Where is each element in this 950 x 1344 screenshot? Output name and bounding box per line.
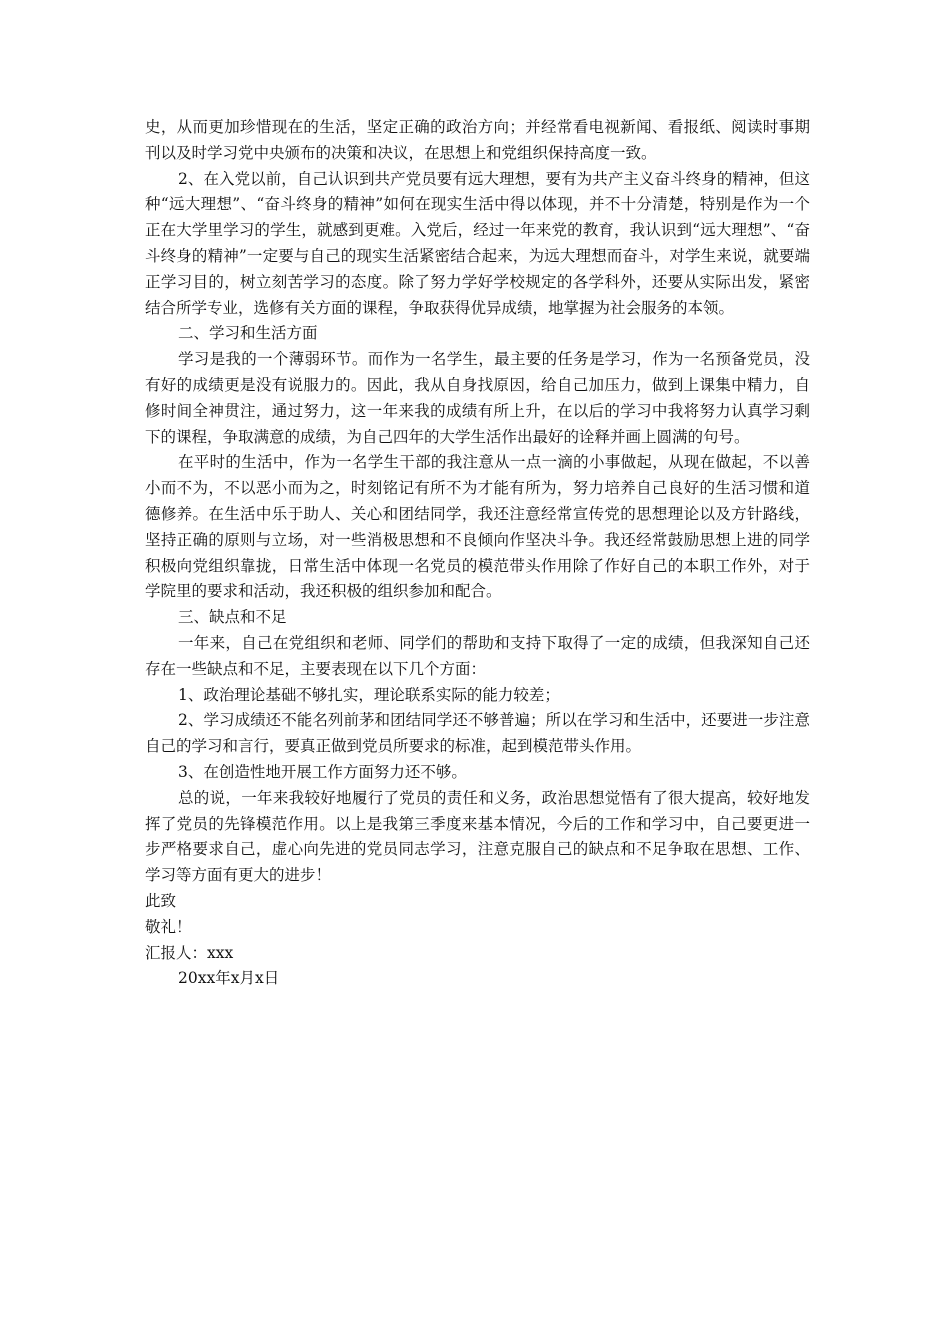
paragraph-shortcomings-intro: 一年来，自己在党组织和老师、同学们的帮助和支持下取得了一定的成绩，但我深知自己还存在一些缺点和不足，主要表现在以下几个方面： xyxy=(145,633,810,678)
paragraph-study: 学习是我的一个薄弱环节。而作为一名学生，最主要的任务是学习，作为一名预备党员，没有好的成绩更是没有说服力的。因此，我从自身找原因，给自己加压力，做到上课集中精力，自修时间全神贯注，通过努力，这一年来我的成绩有所上升，在以后的学习中我将努力认真学习剩下的课程，争取满意的成绩，为自己四年的大学生活作出最好的诠释并画上圆满的句号。 xyxy=(145,350,810,446)
heading-shortcomings: 三、缺点和不足 xyxy=(178,608,287,627)
report-date: 20xx年x月x日 xyxy=(178,969,280,988)
closing-jingli: 敬礼！ xyxy=(145,917,192,936)
reporter-signature: 汇报人：xxx xyxy=(145,943,234,962)
list-item-1: 1、政治理论基础不够扎实，理论联系实际的能力较差； xyxy=(178,685,560,704)
paragraph-history-continuation: 史，从而更加珍惜现在的生活，坚定正确的政治方向；并经常看电视新闻、看报纸、阅读时事期刊以及时学习党中央颁布的决策和决议，在思想上和党组织保持高度一致。 xyxy=(145,118,810,162)
paragraph-life: 在平时的生活中，作为一名学生干部的我注意从一点一滴的小事做起，从现在做起，不以善小而不为，不以恶小而为之，时刻铭记有所不为才能有所为，努力培养自己良好的生活习惯和道德修养。在生活中乐于助人、关心和团结同学，我还注意经常宣传党的思想理论以及方针路线，坚持正确的原则与立场，对一些消极思想和不良倾向作坚决斗争。我还经常鼓励思想上进的同学积极向党组织靠拢，日常生活中体现一名党员的模范带头作用除了作好自己的本职工作外，对于学院里的要求和活动，我还积极的组织参加和配合。 xyxy=(145,453,810,601)
list-item-3: 3、在创造性地开展工作方面努力还不够。 xyxy=(178,762,467,781)
document-body xyxy=(145,115,810,992)
closing-cizhi: 此致 xyxy=(145,891,177,910)
list-item-2: 2、学习成绩还不能名列前茅和团结同学还不够普遍；所以在学习和生活中，还要进一步注意自己的学习和言行，要真正做到党员所要求的标准，起到模范带头作用。 xyxy=(145,711,810,756)
paragraph-summary: 总的说，一年来我较好地履行了党员的责任和义务，政治思想觉悟有了很大提高，较好地发挥了党员的先锋模范作用。以上是我第三季度来基本情况，今后的工作和学习中，自己要更进一步严格要求自己，虚心向先进的党员同志学习，注意克服自己的缺点和不足争取在思想、工作、学习等方面有更大的进步！ xyxy=(145,788,810,885)
heading-study-life: 二、学习和生活方面 xyxy=(178,324,318,343)
paragraph-ideal: 2、在入党以前，自己认识到共产党员要有远大理想，要有为共产主义奋斗终身的精神，但这种“远大理想”、“奋斗终身的精神”如何在现实生活中得以体现，并不十分清楚，特别是作为一个正在大学里学习的学生，就感到更难。入党后，经过一年来党的教育，我认识到“远大理想”、“奋斗终身的精神”一定要与自己的现实生活紧密结合起来，为远大理想而奋斗，对学生来说，就要端正学习目的，树立刻苦学习的态度。除了努力学好学校规定的各学科外，还要从实际出发，紧密结合所学专业，选修有关方面的课程，争取获得优异成绩，地掌握为社会服务的本领。 xyxy=(145,169,810,317)
